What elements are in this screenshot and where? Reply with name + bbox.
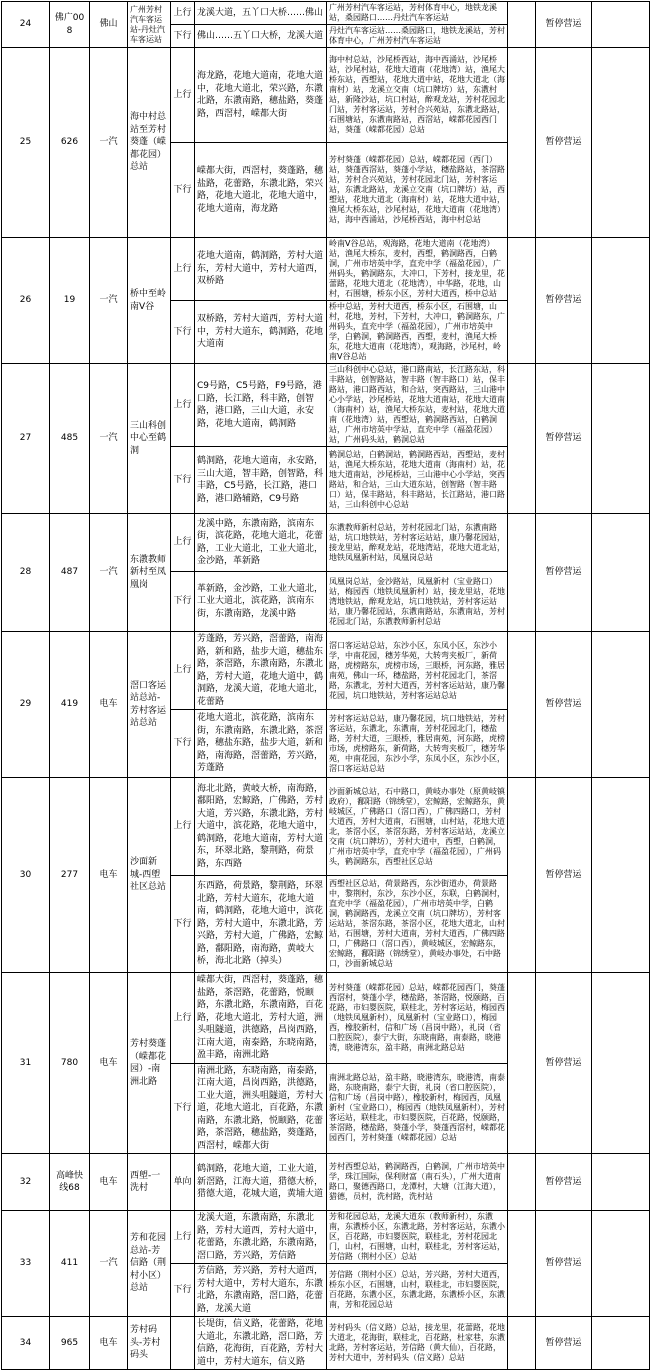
route-path-down: 嵘都大街，西滘村，葵蓬路，穗盐路，花蕾路，东漖北路，荣兴路，花地大道北，花地大道中，花地大道南，海龙路 <box>195 143 327 238</box>
row-number: 30 <box>2 778 50 973</box>
table-row <box>2 1317 650 1370</box>
row-number: 24 <box>2 2 50 48</box>
route-path-down: 芳信路，芳兴路，芳村大道西，芳村大道中，芳村大道东，东漖北路，东漖南路，滘口路，花蕾路，龙溪大道 <box>195 1264 327 1317</box>
row-number: 33 <box>2 1211 50 1317</box>
direction-up: 上行 <box>171 973 195 1064</box>
route-name: 海中村总站至芳村葵蓬（嵘都花园）总站 <box>128 48 171 238</box>
table-row <box>2 1154 650 1211</box>
direction-down: 下行 <box>171 301 195 364</box>
table-row <box>2 514 650 572</box>
route-name: 滘口客运站总站-芳村客运站总站 <box>128 632 171 778</box>
blank-cell <box>592 1211 650 1317</box>
route-path-up: 花地大道南，鹤洞路，芳村大道东，芳村大道中，芳村大道西，双桥路 <box>195 238 327 301</box>
blank-cell <box>508 1211 536 1317</box>
status: 暂停营运 <box>536 973 592 1154</box>
table-row <box>2 48 650 143</box>
status: 暂停营运 <box>536 364 592 514</box>
table-row <box>2 632 650 710</box>
route-number: 277 <box>50 778 90 973</box>
operator: 一汽 <box>90 1211 128 1317</box>
blank-cell <box>508 778 536 973</box>
direction-down: 下行 <box>171 1264 195 1317</box>
blank-cell <box>592 778 650 973</box>
table-row <box>2 238 650 301</box>
route-number: 485 <box>50 364 90 514</box>
blank-cell <box>592 238 650 364</box>
direction-down: 下行 <box>171 710 195 778</box>
stops-down: 南洲北路总站，盈丰路，晓港湾东，晓港湾，南泰路，东晓南路，泰宁大街，礼岗（省口腔医院），信和广场（昌岗中路），橡胶新村，梅园西，凤凰新村（宝业路口），梅园西（地铁凤凰新村），芳村客运站，联桂北，市妇婴医院，百花路，悦颐路，茶滘路，穗盐路，葵蓬小学，葵蓬西滘村，嵘都花园西门，芳村葵蓬（嵘都花园）总站 <box>327 1063 508 1154</box>
row-number: 32 <box>2 1154 50 1211</box>
route-name: 芳村码头-芳村码头 <box>128 1317 171 1370</box>
operator: 佛山 <box>90 2 128 48</box>
route-path-down: 东西路，荷景路，黎荆路，环翠北路，芳村大道东，花地大道南，鹤洞路，花地大道中，滨花路，芳村大道中，东漖北路，芳兴路，芳村大道，广佛路，宏鲸路，鄱阳路，南海路，黄岐大桥，海北北路（掉头） <box>195 876 327 973</box>
direction-up: 上行 <box>171 632 195 710</box>
route-name: 三山科创中心至鹤洞 <box>128 364 171 514</box>
route-number: 487 <box>50 514 90 632</box>
route-path-down: 鹤洞路，花地大道南，永安路，三山大道，智丰路，创智路，科丰路，C5号路，长江路，港口路，港口路辅路，C9号路 <box>195 447 327 514</box>
stops-down: 芳村客运站总站，康乃馨花园，坑口地铁站，芳村客运站，东漖北，东漖南，芳村花园北门，穗盐路，芳村大道，三眼桥，雅居南苑，河东路，虎榜市场，虎榜路东，新荷路，大转弯夹板厂，穗芳华苑，中南花园，东沙小学，东凤小区，东沙小区，滘口客运站总站 <box>327 710 508 778</box>
route-number: 高峰快线68 <box>50 1154 90 1211</box>
status: 暂停营运 <box>536 238 592 364</box>
blank-cell <box>592 48 650 238</box>
operator: 电车 <box>90 632 128 778</box>
route-path-up: 海龙路，花地大道南，花地大道中，花地大道北，荣兴路，东漖北路，东漖南路，穗盐路，葵蓬路，西滘村，嵘都大街 <box>195 48 327 143</box>
stops-down: 丹灶汽车客运站……桑园路口，地铁龙溪站，芳村体育中心，广州芳村汽车客运站 <box>327 25 508 48</box>
route-number: 419 <box>50 632 90 778</box>
blank-cell <box>592 514 650 632</box>
row-number: 29 <box>2 632 50 778</box>
table-row <box>2 1211 650 1264</box>
stops-up: 芳村葵蓬（嵘都花园）总站，嵘都花园西门，葵蓬西滘村，葵蓬小学，穗盐路，茶滘路，悦颐路，百花路，市妇婴医院，联桂北，芳村客运站，梅园西（地铁凤凰新村），凤凰新村（宝业路口），梅园西，橡胶新村，信和广场（昌岗中路），礼岗（省口腔医院），泰宁大街，东晓南路，南泰路，晓港湾，晓港湾东，盈丰路，南洲北路总站 <box>327 973 508 1064</box>
route-name: 广州芳村汽车客运站-丹灶汽车客运站 <box>128 2 171 48</box>
route-path-down: 花地大道北，滨花路，滨南东街，东漖南路，东漖北路，茶滘路，穗盐东路，盐步大道，新和路，南海路，滘蕾路，芳兴路，芳蓬路 <box>195 710 327 778</box>
direction-down: 下行 <box>171 25 195 48</box>
direction-down: 下行 <box>171 572 195 632</box>
status: 暂停营运 <box>536 632 592 778</box>
stops: 芳村西塱总站，鹤洞路西，白鹤洞，广州市培英中学，珠江国际，保利财富（南石头），广州大道南路口，聚德西路口，龙潭村，大塘（江海大道），猎德，员村，洗村路，洗村站 <box>327 1154 508 1211</box>
route-path-up: 龙溪大道，五丫口大桥……佛山 <box>195 2 327 25</box>
operator: 一汽 <box>90 514 128 632</box>
stops-up: 岭南V谷总站，观海路，花地大道南（花地湾）站，渔尾大桥东，麦村，西塱，鹤洞路西，白鹤洞，广州市培英中学，直充中学（福盈花园），广州码头，鹤洞路东，大冲口，下芳村，接龙里，花蕾路，花地大道北（花地湾），中华路，花地，山村，石围塘，桥东小区，芳村大道西，桥中总站 <box>327 238 508 301</box>
direction-up: 上行 <box>171 2 195 25</box>
direction-single: 单向 <box>171 1154 195 1211</box>
blank-cell <box>508 1154 536 1211</box>
route-name: 芳和花园总站-芳信路（荆村小区）总站 <box>128 1211 171 1317</box>
blank-cell <box>592 973 650 1154</box>
table-row <box>2 2 650 25</box>
blank-cell <box>508 1317 536 1370</box>
blank-cell <box>508 514 536 632</box>
stops: 芳村码头（信义路）总站，接龙里，花蕾路，花地大道北，花海街，联桂北，百花路，杜家巷，东漖北路，芳村客运站，芳信路（黄大仙），百花路，芳村大道中，芳村码头（信义路）总站 <box>327 1317 508 1370</box>
row-number: 25 <box>2 48 50 238</box>
status: 暂停营运 <box>536 48 592 238</box>
table-row <box>2 778 650 876</box>
blank-cell <box>592 1317 650 1370</box>
direction-up: 上行 <box>171 238 195 301</box>
direction-up: 上行 <box>171 778 195 876</box>
route-number: 780 <box>50 973 90 1154</box>
stops-up: 三山科创中心总站，港口路南站，长江路东站，科丰路站，创智路站，智丰路（智丰路口）站，保丰路站，港口路西站，和合站，突西路站，三山港中心小学站，沙尾桥站，花地大道南站，花地大道南（海南村）站，渔尾大桥东站，麦村站，花地大道南（花地湾）站，西塱站，鹤洞路西站，白鹤洞站，广州市培英中学站，直充中学（福盈花园）站，广州码头站，鹤洞总站 <box>327 364 508 447</box>
route-path-down: 佛山……五丫口大桥，龙溪大道 <box>195 25 327 48</box>
table-row <box>2 364 650 447</box>
status: 暂停营运 <box>536 1317 592 1370</box>
row-number: 27 <box>2 364 50 514</box>
route-name: 东漖教师新村至凤凰岗 <box>128 514 171 632</box>
stops-down: 凤凰岗总站，金沙路站，凤凰新村（宝业路口）站，梅园西（地铁凤凰新村）站，接龙里站，花地湾地铁站，醉观龙站，坑口地铁站，芳村客运站站，康乃馨花园站，东漖南路站，东漖南站，芳村花园北门站，东漖教师新村总站 <box>327 572 508 632</box>
route-name: 芳村葵蓬（嵘都花园）-南洲北路 <box>128 973 171 1154</box>
blank-cell <box>592 2 650 48</box>
route-path: 长堤街，信义路，花蕾路，花地大道北，东漖北路，滘口路，芳信路，花海街，百花路，芳村大道中，芳村大道东，信义路 <box>195 1317 327 1370</box>
operator: 一汽 <box>90 364 128 514</box>
direction-down: 下行 <box>171 447 195 514</box>
operator: 电车 <box>90 1154 128 1211</box>
route-number: 965 <box>50 1317 90 1370</box>
blank-cell <box>508 238 536 364</box>
route-number: 佛广008 <box>50 2 90 48</box>
blank-cell <box>508 2 536 48</box>
route-name: 西塱-一洗村 <box>128 1154 171 1211</box>
route-number: 19 <box>50 238 90 364</box>
operator: 一汽 <box>90 238 128 364</box>
route-path-down: 双桥路，芳村大道西，芳村大道中，芳村大道东，鹤洞路，花地大道南 <box>195 301 327 364</box>
route-path-up: 芳蓬路，芳兴路，滘蕾路，南海路，新和路，盐步大道，穗盐东路，茶滘路，东漖南路，东漖北路，芳村大道，花地大道中，鹤洞路，龙溪大道，花地大道北，花蕾路 <box>195 632 327 710</box>
stops-down: 芳村葵蓬（嵘都花园）总站，嵘都花园（西门）站，葵蓬西滘站，葵蓬小学站，穗盐路站，茶滘路站，芳村合兴苑站，芳村花园北门站，芳村客运站，东漖北路站，龙溪立交南（坑口牌坊）站，西塱站，花地大道北（海南村）站，花地大道中站，渔尾大桥东站，沙尾村站，花地大道南（花地湾）站，海中西涌站，沙尾桥西站，海中村总站 <box>327 143 508 238</box>
route-number: 411 <box>50 1211 90 1317</box>
blank-cell <box>508 632 536 778</box>
row-number: 31 <box>2 973 50 1154</box>
row-number: 26 <box>2 238 50 364</box>
stops-up: 沙面新城总站，石中路口，黄岐办事处（原黄岐镇政府），鄱阳路（锦绣堂），宏鲸路，宏鲸路东，黄岐城区，广佛路口（滘口西），广佛四路口，芳村大道西，芳村大道南，石围塘，山村站，花地大道北，茶滘小区，茶滘东路，芳村客运站站，龙溪立交南（坑口牌坊），芳村大道中，西塱，白鹤洞，广州市培英中学，直充中学（福盈花园），广州码头，鹤洞路东，西塱社区总站 <box>327 778 508 876</box>
blank-cell <box>508 364 536 514</box>
blank-cell <box>508 973 536 1154</box>
operator: 电车 <box>90 778 128 973</box>
blank-cell <box>592 1154 650 1211</box>
blank-cell <box>592 632 650 778</box>
route-path-up: 嵘都大街，西滘村，葵蓬路，穗盐路，茶滘路，花蕾路，悦颐路，东漖北路，东漖南路，百花路，花地大道北，芳村大道，洲头咀隧道，洪德路，昌岗西路，江南大道，南泰路，东晓南路，盈丰路，南洲北路 <box>195 973 327 1064</box>
blank-cell <box>508 48 536 238</box>
route-path: 鹤洞路，花地大道，工业大道，新滘路，江海大道，猎德大桥，猎德大道，花城大道，黄埔大道 <box>195 1154 327 1211</box>
route-name: 沙面新城-西塱社区总站 <box>128 778 171 973</box>
route-path-up: 海北北路，黄岐大桥，南海路，鄱阳路，宏鲸路，广佛路，芳村大道，芳兴路，东漖北路，芳村大道中，滨花路，花地大道中，鹤洞路，花地大道南，芳村大道东，环翠北路，黎荆路，荷景路，东西路 <box>195 778 327 876</box>
route-path-up: C9号路，C5号路，F9号路，港口路，长江路，科丰路，创智路，港口路，三山大道，永安路，花地大道南，鹤洞路 <box>195 364 327 447</box>
route-path-up: 龙溪中路，东漖南路，滨南东街，滨花路，花地大道北，花蕾路，工业大道北，工业大道北，金沙路，革新路 <box>195 514 327 572</box>
direction-down: 下行 <box>171 1063 195 1154</box>
route-path-up: 龙溪大道，东漖南路，东漖北路，芳村大道西，芳村大道中，花蕾路，东漖北路，东漖南路，滘口路，芳兴路，芳信路 <box>195 1211 327 1264</box>
direction-up: 上行 <box>171 1211 195 1264</box>
stops-up: 滘口客运站总站，东沙小区，东凤小区，东沙小学，中南花园，穗芳华苑，大转弯夹板厂，新荷路，虎榜路东，虎榜市场，三眼桥，河东路，雅居南苑，佛山一环，穗盐路，芳村花园北门，茶滘路，东漖北，芳村大道西，芳村客运站站，康乃馨花园，坑口地铁站，芳村客运站总站 <box>327 632 508 710</box>
direction-up: 上行 <box>171 514 195 572</box>
status: 暂停营运 <box>536 514 592 632</box>
row-number: 34 <box>2 1317 50 1370</box>
blank-cell <box>592 364 650 514</box>
table-row <box>2 973 650 1064</box>
status: 暂停营运 <box>536 1154 592 1211</box>
stops-up: 东漖教师新村总站，芳村花园北门站，东漖南路站，坑口地铁站，芳村客运站站，康乃馨花园站，接龙里站，醉观龙站，花地湾站，花地大道北站，地铁凤凰新村站，凤凰岗总站 <box>327 514 508 572</box>
stops-up: 海中村总站，沙尾桥西站，海中西涌站，沙尾桥站，沙尾村站，花地大道南（花地湾）站，渔尾大桥东站，西塱站，花地大道中站，花地大道北（海南村）站，龙溪立交南（坑口牌坊）站，东漖村站，新隆沙站，坑口村站，醉观龙站，芳村花园北门站，芳村客运站，芳村合兴苑站，东漖北路站，石围塘站，东漖南路站，西滘站，嵘都花园西门站，葵蓬（嵘都花园）总站 <box>327 48 508 143</box>
status: 暂停营运 <box>536 778 592 973</box>
route-number: 626 <box>50 48 90 238</box>
stops-down: 芳信路（荆村小区）总站，芳兴路，芳村大道西，桥东小区，石围塘，山村，联桂北，市妇婴医院，百花路，东漖小区，东漖北路，东漖桥小区，东漖南，芳和花园总站 <box>327 1264 508 1317</box>
operator: 电车 <box>90 1317 128 1370</box>
stops-down: 鹤洞总站，白鹤洞站，鹤洞路西站，西塱站，麦村站，渔尾大桥东站，花地大道南（海南村）站，花地大道南站，沙尾桥站，三山港中心小学站，突西路站，和合站，三山大道东站，创智路（智丰路口）站，保丰路站，科丰路站，长江路站，港口路站，三山科创中心总站 <box>327 447 508 514</box>
status: 暂停营运 <box>536 1211 592 1317</box>
direction-down: 下行 <box>171 876 195 973</box>
direction-down: 下行 <box>171 143 195 238</box>
operator: 电车 <box>90 973 128 1154</box>
route-path-down: 南洲北路，东晓南路，南泰路，江南大道，昌岗西路，洪德路，工业大道，洲头咀隧道，芳村大道，花地大道北，百花路，东漖南路，东漖北路，悦颐路，花蕾路，茶滘路，穗盐路，葵蓬路，西滘村，嵘都大街 <box>195 1063 327 1154</box>
operator: 一汽 <box>90 48 128 238</box>
row-number: 28 <box>2 514 50 632</box>
route-name: 桥中至岭南V谷 <box>128 238 171 364</box>
stops-up: 芳和花园总站，龙溪大道东（教师新村），东漖南，东漖桥小区，东漖北路，芳村客运站，东漖小区，百花路，市妇婴医院，联桂北，芳村花园北门，山村，石围塘，山村，联桂北，芳村客运站，芳信路（荆村小区）总站 <box>327 1211 508 1264</box>
stops-up: 广州芳村汽车客运站，芳村体育中心，地铁龙溪站，桑园路口……丹灶汽车客运站 <box>327 2 508 25</box>
stops-down: 桥中总站，芳村大道西，桥东小区，石围塘，山村，花地，芳村，下芳村，大冲口，鹤洞路东，广州码头，直充中学（福盈花园），广州市培英中学，白鹤洞，鹤洞路西，西塱，麦村，渔尾大桥东，花地大道南（花地湾），观海路，沙尾村，岭南V谷总站 <box>327 301 508 364</box>
direction-up: 上行 <box>171 364 195 447</box>
route-path-down: 革新路，金沙路，工业大道北，工业大道北，滨花路，滨南东街，东漖南路，龙溪中路 <box>195 572 327 632</box>
stops-down: 西塱社区总站，荷景路西，东沙街道办，荷景路中，黎荆村，东沙，东沙小区，东联，白鹤洞村，直充中学（福盈花园），广州市培英中学，白鹤洞，鹤洞路西，龙溪立交南（坑口牌坊），芳村客运站站，茶滘东路，茶滘小区，花地大道北，山村站，石围塘，芳村大道南，芳村大道西，广佛四路口，广佛路口（滘口西），黄岐城区，宏鲸路东，宏鲸路，鄱阳路（锦绣堂），黄岐办事处，石中路口，沙面新城总站 <box>327 876 508 973</box>
bus-route-table <box>1 1 650 1370</box>
direction-up: 上行 <box>171 48 195 143</box>
direction-single <box>171 1317 195 1370</box>
status: 暂停营运 <box>536 2 592 48</box>
